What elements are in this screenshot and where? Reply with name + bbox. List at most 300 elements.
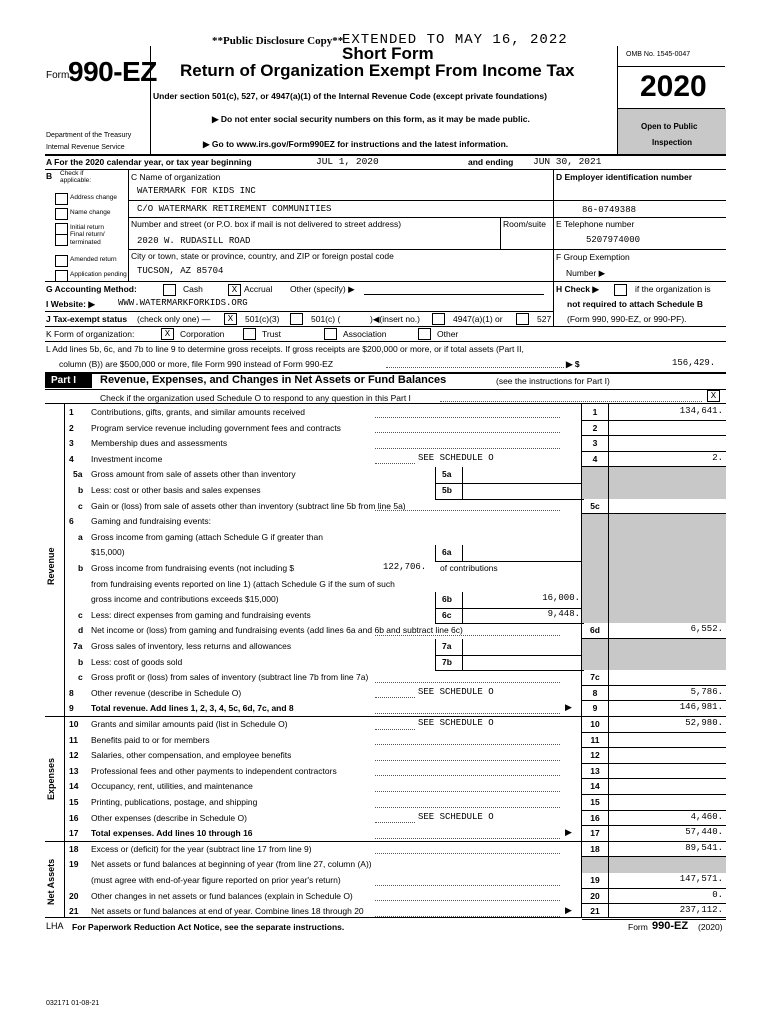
part-i-line-row bbox=[45, 421, 726, 437]
line-box-number: 10 bbox=[590, 719, 600, 729]
line-box-number: 14 bbox=[590, 781, 600, 792]
website-label: I Website: ▶ bbox=[46, 299, 95, 309]
part-i-line-row bbox=[45, 405, 726, 421]
line-amount[interactable]: 5,786. bbox=[690, 686, 723, 697]
501c3-label: 501(c)(3) bbox=[245, 314, 280, 324]
section-d-label: D Employer identification number bbox=[556, 172, 693, 182]
part-i-line-row bbox=[45, 795, 726, 811]
line-box-number: 11 bbox=[590, 734, 600, 745]
line-box-number: 7c bbox=[590, 672, 600, 683]
line-description: Gross sales of inventory, less returns and allowances bbox=[91, 641, 292, 651]
website-value: WWW.WATERMARKFORKIDS.ORG bbox=[118, 298, 248, 308]
line-box-number: 21 bbox=[590, 906, 600, 917]
sub-line-divider bbox=[462, 592, 463, 608]
line-box-number: 19 bbox=[590, 875, 600, 885]
line-box-number: 8 bbox=[592, 687, 598, 698]
line-description: (must agree with end-of-year figure reported on prior year's return) bbox=[91, 875, 341, 885]
leader-dots bbox=[375, 417, 560, 418]
leader-dots bbox=[375, 729, 415, 730]
tax-year: 2020 bbox=[640, 70, 707, 103]
shaded-cell bbox=[582, 608, 608, 624]
line-amount[interactable]: 0. bbox=[712, 889, 723, 900]
line-description: Program service revenue including government fees and contracts bbox=[91, 422, 341, 433]
501c-checkbox[interactable] bbox=[290, 313, 303, 325]
line-description: Less: cost or other basis and sales expenses bbox=[91, 485, 261, 495]
leader-dots bbox=[375, 697, 415, 698]
trust-label: Trust bbox=[262, 329, 282, 339]
line-description: Salaries, other compensation, and employee benefits bbox=[91, 750, 292, 761]
part-i-line-row bbox=[45, 842, 726, 858]
line-number: 19 bbox=[69, 859, 79, 870]
part-i-line-row bbox=[45, 608, 726, 624]
initial-return-label: Initial return bbox=[70, 224, 104, 231]
sub-line-box bbox=[435, 483, 584, 500]
part-i-line-row bbox=[45, 686, 726, 702]
line-description: Gaming and fundraising events: bbox=[91, 516, 212, 527]
line-box-number: 16 bbox=[590, 812, 600, 823]
gross-receipts-text-1: L Add lines 5b, 6c, and 7b to line 9 to determine gross receipts. If gross receipts are $200,000 or more, or if total assets (Part II, bbox=[46, 344, 524, 354]
527-label: 527 bbox=[537, 314, 552, 324]
line-description: Benefits paid to or for members bbox=[91, 734, 210, 745]
line-amount[interactable]: 147,571. bbox=[679, 874, 723, 884]
shaded-cell bbox=[582, 530, 608, 546]
line-number: c bbox=[78, 500, 83, 511]
total-arrow-icon: ▶ bbox=[565, 905, 572, 916]
part-i-line-row bbox=[45, 733, 726, 749]
4947-label: 4947(a)(1) or bbox=[453, 314, 503, 324]
line-amount[interactable]: 237,112. bbox=[679, 905, 723, 916]
section-f-label: F Group Exemption bbox=[556, 252, 630, 262]
part-i-line-row bbox=[45, 701, 726, 717]
part-i-see: (see the instructions for Part I) bbox=[496, 376, 610, 386]
other-org-checkbox[interactable] bbox=[418, 328, 431, 340]
line-box-number: 18 bbox=[590, 843, 600, 854]
form-of-org-label: K Form of organization: bbox=[46, 329, 135, 339]
part-i-line-row bbox=[45, 670, 726, 686]
line-number: c bbox=[78, 609, 83, 620]
irs-name: Internal Revenue Service bbox=[46, 144, 125, 151]
gross-receipts-text-2: column (B)) are $500,000 or more, file Form 990 instead of Form 990-EZ bbox=[59, 359, 334, 369]
sub-line-box bbox=[435, 545, 584, 562]
line-number: b bbox=[78, 485, 84, 495]
application-pending-label: Application pending bbox=[70, 271, 127, 278]
h-text-1: if the organization is bbox=[635, 284, 711, 294]
street-label: Number and street (or P.O. box if mail is not delivered to street address) bbox=[131, 219, 402, 229]
line-box-number: 1 bbox=[592, 407, 598, 417]
section-f-label-2: Number ▶ bbox=[566, 268, 606, 278]
h-check-label: H Check ▶ bbox=[556, 284, 599, 294]
part-i-line-row bbox=[45, 577, 726, 593]
shaded-amount-cell bbox=[609, 530, 726, 546]
line-description: from fundraising events reported on line 1) (attach Schedule G if the sum of such bbox=[91, 578, 395, 589]
shaded-amount-cell bbox=[609, 545, 726, 561]
part-i-line-row bbox=[45, 857, 726, 873]
name-change-label: Name change bbox=[70, 209, 111, 216]
line-description: Excess or (deficit) for the year (subtract line 17 from line 9) bbox=[91, 843, 312, 854]
leader-dots bbox=[375, 713, 560, 714]
line-amount[interactable]: 89,541. bbox=[685, 842, 723, 853]
inspection: Inspection bbox=[652, 138, 693, 147]
other-org-label: Other bbox=[437, 329, 459, 339]
part-i-line-row bbox=[45, 452, 726, 468]
address-change-label: Address change bbox=[70, 194, 117, 201]
care-of-name: C/O WATERMARK RETIREMENT COMMUNITIES bbox=[137, 204, 332, 214]
corporation-label: Corporation bbox=[180, 329, 225, 339]
line-number: 12 bbox=[69, 750, 79, 761]
line-description: Gross amount from sale of assets other than inventory bbox=[91, 469, 296, 480]
line-number: 8 bbox=[69, 687, 74, 698]
shaded-amount-cell bbox=[609, 857, 726, 873]
line-number: 2 bbox=[69, 422, 74, 433]
shaded-amount-cell bbox=[609, 608, 726, 624]
line-description: Less: cost of goods sold bbox=[91, 656, 183, 667]
line-number: 5a bbox=[73, 469, 83, 480]
line-amount[interactable]: 6,552. bbox=[690, 624, 723, 635]
501c-label: 501(c) ( bbox=[311, 314, 341, 324]
part-i-label: Part I bbox=[51, 375, 77, 386]
line-box-number: 12 bbox=[590, 750, 600, 761]
final-return-label: Final return/ bbox=[70, 231, 105, 238]
disclosure-text: **Public Disclosure Copy** bbox=[212, 35, 344, 47]
sub-line-box bbox=[435, 608, 584, 625]
part-i-line-row bbox=[45, 889, 726, 905]
shaded-cell bbox=[582, 467, 608, 483]
gross-receipts-arrow: ▶ $ bbox=[566, 359, 580, 369]
line-description: Printing, publications, postage, and shipping bbox=[91, 797, 258, 807]
schedule-o-note: SEE SCHEDULE O bbox=[418, 452, 494, 463]
line-amount[interactable]: 2. bbox=[712, 452, 723, 463]
fundraising-contributions-amount: 122,706. bbox=[383, 562, 427, 572]
sub-line-box bbox=[435, 467, 584, 484]
line-number: 3 bbox=[69, 438, 74, 449]
sub-line-divider bbox=[462, 655, 463, 671]
527-checkbox[interactable] bbox=[516, 313, 529, 325]
sub-line-box bbox=[435, 655, 584, 672]
leader-dots bbox=[375, 838, 560, 839]
association-label: Association bbox=[343, 329, 387, 339]
line-number: 10 bbox=[69, 719, 79, 729]
sub-line-number: 7b bbox=[442, 656, 452, 667]
net-assets-side-label: Net Assets bbox=[46, 858, 56, 905]
gross-receipts-amount: 156,429. bbox=[672, 358, 716, 368]
line-box-number: 20 bbox=[590, 890, 600, 901]
sub-line-divider bbox=[462, 639, 463, 655]
line-amount[interactable]: 57,440. bbox=[685, 827, 723, 838]
line-description-continued: of contributions bbox=[440, 563, 498, 573]
form-number: 990-EZ bbox=[68, 56, 157, 87]
part-i-line-row bbox=[45, 826, 726, 842]
accounting-method-label: G Accounting Method: bbox=[46, 284, 137, 294]
shaded-amount-cell bbox=[609, 561, 726, 577]
section-c-label: C Name of organization bbox=[131, 172, 221, 182]
line-number: 14 bbox=[69, 781, 79, 792]
form-subtitle: Under section 501(c), 527, or 4947(a)(1) of the Internal Revenue Code (except private foundations) bbox=[153, 91, 547, 101]
line-description: Gross profit or (loss) from sales of inventory (subtract line 7b from line 7a) bbox=[91, 672, 369, 683]
accrual-checkbox[interactable]: X bbox=[228, 284, 241, 296]
line-amount[interactable]: 134,641. bbox=[679, 406, 723, 416]
paperwork-notice: For Paperwork Reduction Act Notice, see the separate instructions. bbox=[72, 922, 345, 932]
line-amount[interactable]: 4,460. bbox=[690, 811, 723, 822]
line-description: gross income and contributions exceeds $15,000) bbox=[91, 594, 279, 605]
shaded-cell bbox=[582, 561, 608, 577]
part-i-line-row bbox=[45, 561, 726, 577]
sub-line-number: 7a bbox=[442, 641, 452, 651]
line-amount[interactable]: 52,980. bbox=[685, 718, 723, 728]
part-i-line-row bbox=[45, 623, 726, 639]
leader-dots bbox=[375, 885, 560, 886]
line-number: 1 bbox=[69, 407, 74, 417]
shaded-cell bbox=[582, 514, 608, 530]
line-box-number: 2 bbox=[592, 422, 598, 433]
corporation-checkbox[interactable]: X bbox=[161, 328, 174, 340]
form-word: Form bbox=[46, 70, 70, 81]
room-suite-label: Room/suite bbox=[503, 219, 546, 229]
part-i-title: Revenue, Expenses, and Changes in Net Assets or Fund Balances bbox=[100, 374, 447, 386]
sub-line-divider bbox=[462, 608, 463, 624]
goto-instructions: ▶ Go to www.irs.gov/Form990EZ for instructions and the latest information. bbox=[203, 139, 509, 149]
part-i-line-row bbox=[45, 514, 726, 530]
line-number: 7a bbox=[73, 641, 83, 651]
line-amount[interactable]: 146,981. bbox=[679, 702, 723, 713]
line-description: Less: direct expenses from gaming and fundraising events bbox=[91, 609, 311, 620]
shaded-amount-cell bbox=[609, 592, 726, 608]
address-change-checkbox[interactable] bbox=[55, 193, 68, 205]
line-description: Grants and similar amounts paid (list in Schedule O) bbox=[91, 719, 288, 729]
part-i-line-row bbox=[45, 592, 726, 608]
schedule-o-note: SEE SCHEDULE O bbox=[418, 811, 494, 822]
section-b-applicable: applicable: bbox=[60, 177, 92, 184]
cash-checkbox[interactable] bbox=[163, 284, 176, 296]
line-description: $15,000) bbox=[91, 547, 125, 558]
leader-dots bbox=[375, 807, 560, 808]
leader-dots bbox=[375, 760, 560, 761]
part-i-line-row bbox=[45, 467, 726, 483]
line-number: b bbox=[78, 656, 84, 667]
short-form-heading: Short Form bbox=[342, 44, 434, 63]
tax-exempt-label: J Tax-exempt status bbox=[46, 314, 128, 324]
sub-line-number: 5a bbox=[442, 469, 452, 480]
line-number: 15 bbox=[69, 797, 79, 807]
check-only-one: (check only one) — bbox=[137, 314, 211, 324]
line-description: Membership dues and assessments bbox=[91, 438, 228, 449]
shaded-amount-cell bbox=[609, 577, 726, 593]
leader-dots bbox=[375, 900, 560, 901]
extended-text: EXTENDED TO MAY 16, 2022 bbox=[342, 32, 568, 48]
shaded-amount-cell bbox=[609, 467, 726, 483]
leader-dots bbox=[375, 635, 560, 636]
tax-year-end: JUN 30, 2021 bbox=[533, 156, 602, 167]
shaded-amount-cell bbox=[609, 639, 726, 655]
part-i-line-row bbox=[45, 764, 726, 780]
sub-line-divider bbox=[462, 467, 463, 483]
line-number: 13 bbox=[69, 765, 79, 776]
revenue-side-label: Revenue bbox=[46, 547, 56, 585]
sub-line-amount: 16,000. bbox=[542, 593, 580, 604]
line-number: 16 bbox=[69, 812, 79, 823]
shaded-cell bbox=[582, 577, 608, 593]
part-i-line-row bbox=[45, 545, 726, 561]
form-ref-pre: Form bbox=[628, 922, 648, 932]
schedule-o-check-text: Check if the organization used Schedule O to respond to any question in this Part I bbox=[100, 393, 411, 403]
leader-dots bbox=[375, 775, 560, 776]
phone-value: 5207974000 bbox=[586, 235, 641, 245]
leader-dots bbox=[375, 682, 560, 683]
part-i-line-row bbox=[45, 639, 726, 655]
part-i-line-row bbox=[45, 717, 726, 733]
line-description: Gain or (loss) from sale of assets other than inventory (subtract line 5b from line 5a) bbox=[91, 500, 406, 511]
shaded-amount-cell bbox=[609, 655, 726, 671]
total-arrow-icon: ▶ bbox=[565, 702, 572, 713]
line-description: Investment income bbox=[91, 453, 163, 464]
shaded-cell bbox=[582, 592, 608, 608]
and-ending-label: and ending bbox=[468, 157, 514, 167]
section-e-label: E Telephone number bbox=[556, 219, 635, 229]
insert-no-label: )◀(insert no.) bbox=[370, 314, 420, 324]
omb-number: OMB No. 1545-0047 bbox=[626, 51, 691, 58]
leader-dots bbox=[375, 432, 560, 433]
amended-return-checkbox[interactable] bbox=[55, 255, 68, 267]
sub-line-number: 6c bbox=[442, 609, 452, 620]
line-description: Other changes in net assets or fund balances (explain in Schedule O) bbox=[91, 890, 353, 901]
4947-checkbox[interactable] bbox=[432, 313, 445, 325]
part-i-line-row bbox=[45, 655, 726, 671]
sub-line-number: 5b bbox=[442, 485, 452, 495]
leader-dots bbox=[375, 463, 415, 464]
shaded-cell bbox=[582, 655, 608, 671]
ssn-warning: ▶ Do not enter social security numbers on this form, as it may be made public. bbox=[212, 114, 530, 124]
name-change-checkbox[interactable] bbox=[55, 208, 68, 220]
leader-dots bbox=[375, 791, 560, 792]
line-number: 4 bbox=[69, 453, 74, 464]
line-box-number: 17 bbox=[590, 828, 600, 839]
trust-checkbox[interactable] bbox=[243, 328, 256, 340]
other-method-label: Other (specify) ▶ bbox=[290, 284, 355, 294]
line-box-number: 5c bbox=[590, 500, 600, 511]
line-box-number: 13 bbox=[590, 765, 600, 776]
part-i-line-row bbox=[45, 748, 726, 764]
line-box-number: 9 bbox=[592, 703, 598, 714]
501c3-checkbox[interactable]: X bbox=[224, 313, 237, 325]
form-ref-year: (2020) bbox=[698, 922, 723, 932]
leader-dots bbox=[375, 853, 560, 854]
shaded-amount-cell bbox=[609, 483, 726, 499]
section-b-check: Check if bbox=[60, 170, 84, 177]
line-description: Gross income from gaming (attach Schedule G if greater than bbox=[91, 531, 323, 542]
h-text-3: (Form 990, 990-EZ, or 990-PF). bbox=[567, 314, 687, 324]
part-i-line-row bbox=[45, 530, 726, 546]
final-return-checkbox[interactable] bbox=[55, 234, 68, 246]
sub-line-divider bbox=[462, 545, 463, 561]
line-number: a bbox=[78, 531, 83, 542]
form-ref-number: 990-EZ bbox=[652, 920, 689, 932]
sub-line-box bbox=[435, 592, 584, 609]
line-description: Net assets or fund balances at beginning of year (from line 27, column (A)) bbox=[91, 859, 372, 870]
association-checkbox[interactable] bbox=[324, 328, 337, 340]
shaded-cell bbox=[582, 857, 608, 873]
form-title: Return of Organization Exempt From Income Tax bbox=[180, 61, 575, 80]
sub-line-number: 6a bbox=[442, 547, 452, 558]
line-number: b bbox=[78, 563, 84, 573]
schedule-o-checkbox[interactable]: X bbox=[707, 390, 720, 402]
part-i-line-row bbox=[45, 811, 726, 827]
line-description: Net assets or fund balances at end of year. Combine lines 18 through 20 bbox=[91, 906, 364, 917]
part-i-line-row bbox=[45, 873, 726, 889]
amended-return-label: Amended return bbox=[70, 256, 117, 263]
part-i-line-row bbox=[45, 779, 726, 795]
line-description: Gross income from fundraising events (not including $ bbox=[91, 563, 295, 573]
line-description: Other revenue (describe in Schedule O) bbox=[91, 687, 242, 698]
part-i-line-row bbox=[45, 483, 726, 499]
form-code: 032171 01-08-21 bbox=[46, 1000, 100, 1007]
shaded-cell bbox=[582, 639, 608, 655]
line-box-number: 4 bbox=[592, 453, 598, 464]
schedule-b-checkbox[interactable] bbox=[614, 284, 627, 296]
line-number: 18 bbox=[69, 843, 79, 854]
leader-dots bbox=[375, 448, 560, 449]
leader-dots bbox=[375, 744, 560, 745]
line-description: Contributions, gifts, grants, and similar amounts received bbox=[91, 407, 306, 417]
line-number: c bbox=[78, 672, 83, 683]
shaded-cell bbox=[582, 545, 608, 561]
schedule-o-note: SEE SCHEDULE O bbox=[418, 718, 494, 728]
open-to-public: Open to Public bbox=[641, 122, 698, 131]
line-description: Other expenses (describe in Schedule O) bbox=[91, 812, 247, 823]
city-label: City or town, state or province, country, and ZIP or foreign postal code bbox=[131, 251, 394, 261]
schedule-o-note: SEE SCHEDULE O bbox=[418, 686, 494, 697]
line-box-number: 6d bbox=[590, 625, 600, 636]
line-number: 6 bbox=[69, 516, 74, 527]
city-state-zip: TUCSON, AZ 85704 bbox=[137, 266, 224, 276]
accrual-label: Accrual bbox=[244, 284, 273, 294]
line-number: 20 bbox=[69, 890, 79, 901]
dept-treasury: Department of the Treasury bbox=[46, 132, 132, 139]
org-name: WATERMARK FOR KIDS INC bbox=[137, 186, 256, 196]
line-number: d bbox=[78, 625, 84, 636]
line-number: 17 bbox=[69, 828, 79, 839]
sub-line-box bbox=[435, 639, 584, 656]
line-number: 11 bbox=[69, 734, 78, 745]
leader-dots bbox=[375, 822, 415, 823]
line-description: Occupancy, rent, utilities, and maintenance bbox=[91, 781, 253, 792]
line-number: 21 bbox=[69, 906, 79, 917]
expenses-side-label: Expenses bbox=[46, 757, 56, 800]
line-description: Total revenue. Add lines 1, 2, 3, 4, 5c, 6d, 7c, and 8 bbox=[91, 703, 294, 714]
line-box-number: 15 bbox=[590, 797, 600, 807]
line-description: Professional fees and other payments to independent contractors bbox=[91, 765, 337, 776]
open-to-public-box bbox=[618, 109, 726, 154]
line-description: Total expenses. Add lines 10 through 16 bbox=[91, 828, 253, 839]
lha-label: LHA bbox=[46, 921, 64, 931]
part-i-line-row bbox=[45, 499, 726, 515]
cash-label: Cash bbox=[183, 284, 203, 294]
shaded-amount-cell bbox=[609, 514, 726, 530]
shaded-cell bbox=[582, 483, 608, 499]
sub-line-number: 6b bbox=[442, 594, 452, 605]
line-box-number: 3 bbox=[592, 438, 598, 449]
h-text-2: not required to attach Schedule B bbox=[567, 299, 704, 309]
part-i-line-row bbox=[45, 436, 726, 452]
tax-year-line: A For the 2020 calendar year, or tax year beginning bbox=[46, 157, 252, 167]
total-arrow-icon: ▶ bbox=[565, 827, 572, 838]
street-address: 2020 W. RUDASILL ROAD bbox=[137, 236, 251, 246]
section-b-label: B bbox=[46, 171, 53, 181]
sub-line-amount: 9,448. bbox=[547, 608, 580, 619]
line-description: Net income or (loss) from gaming and fundraising events (add lines 6a and 6b and subtract line 6c) bbox=[91, 625, 463, 636]
ein-value: 86-0749388 bbox=[582, 205, 637, 215]
leader-dots bbox=[375, 510, 560, 511]
line-number: 9 bbox=[69, 703, 74, 714]
terminated-label: terminated bbox=[70, 239, 101, 246]
